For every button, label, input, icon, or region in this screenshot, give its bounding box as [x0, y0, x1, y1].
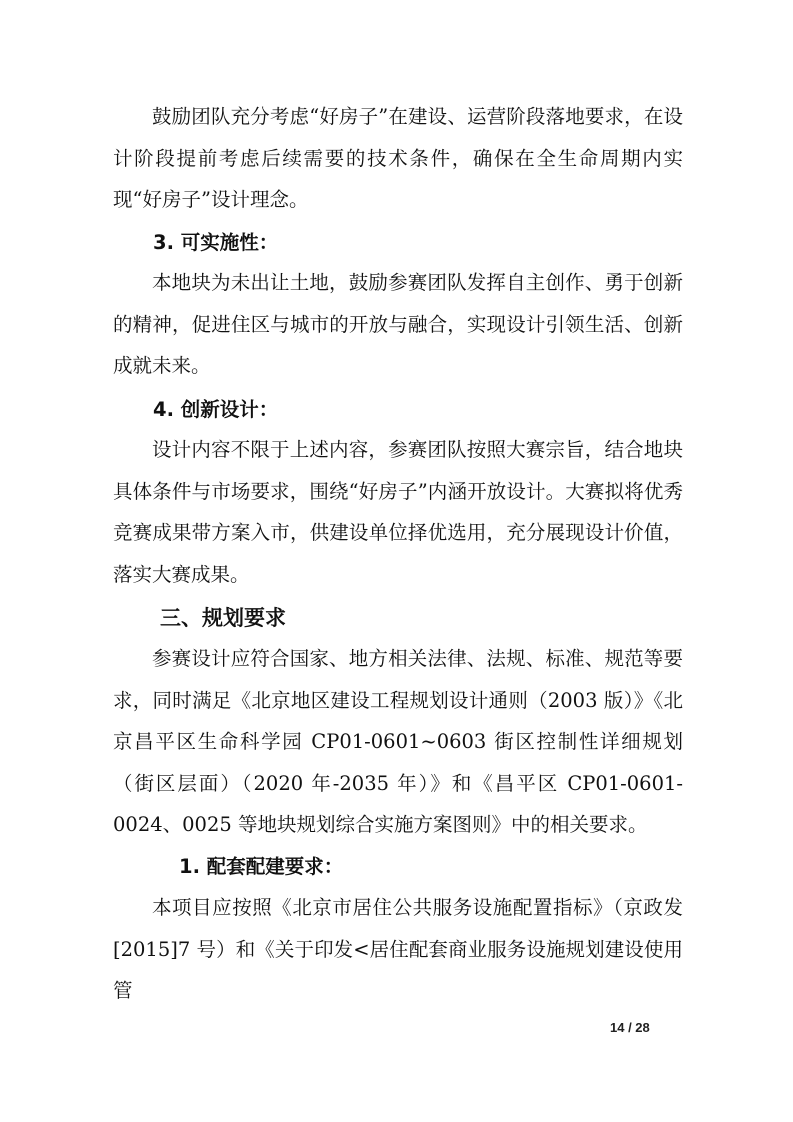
- paragraph-feasibility: 本地块为未出让土地，鼓励参赛团队发挥自主创作、勇于创新的精神，促进住区与城市的开放与融合，实现设计引领生活、创新成就未来。: [113, 271, 683, 377]
- paragraph-supporting-facilities: 本项目应按照《北京市居住公共服务设施配置指标》（京政发[2015]7 号）和《关于印发<居住配套商业服务设施规划建设使用管: [113, 896, 683, 1002]
- paragraph-good-house-concept: 鼓励团队充分考虑“好房子”在建设、运营阶段落地要求，在设计阶段提前考虑后续需要的技术条件，确保在全生命周期内实现“好房子”设计理念。: [113, 105, 683, 211]
- section-heading-planning: 三、规划要求: [160, 606, 286, 630]
- heading-innovation: 4. 创新设计：: [153, 398, 279, 421]
- paragraph-innovation: 设计内容不限于上述内容，参赛团队按照大赛宗旨，结合地块具体条件与市场要求，围绕“好房子”内涵开放设计。大赛拟将优秀竞赛成果带方案入市，供建设单位择优选用，充分展现设计价值，落实大赛成果。: [113, 438, 683, 586]
- paragraph-planning-requirements: 参赛设计应符合国家、地方相关法律、法规、标准、规范等要求，同时满足《北京地区建设工程规划设计通则（2003 版）》《北京昌平区生命科学园 CP01-0601~0603 街区控制性详细规划（街区层面）（2020 年-2035 年）》和《昌平区 CP01-0601-0024、0025 等地块规划综合实施方案图则》中的相关要求。: [113, 647, 683, 836]
- page-number: 14 / 28: [610, 1020, 650, 1035]
- heading-supporting-facilities: 1. 配套配建要求：: [179, 855, 344, 878]
- heading-feasibility: 3. 可实施性：: [153, 231, 279, 254]
